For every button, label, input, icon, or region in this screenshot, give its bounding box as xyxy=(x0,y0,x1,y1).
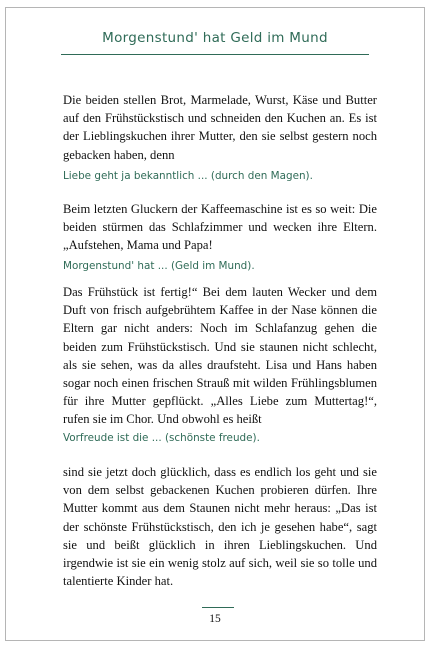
paragraph-3: Das Frühstück ist fertig!“ Bei dem lauten Wecker und dem Duft von frisch aufgebrühtem Kaffee in der Nase können die Eltern gar nicht anders: Noch im Schlafanzug gehen die beiden zum Frühstückstisch. Und sie staunen nicht schlecht, als sie sehen, was da alles draufsteht. Lisa und Hans haben sogar noch einen frischen Strauß mit wilden Frühlingsblumen für ihre Mutter gepflückt. „Alles Liebe zum Muttertag!“, rufen sie im Chor. Und obwohl es heißt xyxy=(63,285,377,427)
saying-1: Liebe geht ja bekanntlich ... (durch den Magen). xyxy=(63,170,313,182)
paragraph-2: Beim letzten Gluckern der Kaffeemaschine ist es so weit: Die beiden stürmen das Schlafzimmer und wecken ihre Eltern. „Aufstehen, Mama und Papa! xyxy=(63,202,377,253)
page-title: Morgenstund' hat Geld im Mund xyxy=(102,30,328,46)
paragraph-1: Die beiden stellen Brot, Marmelade, Wurst, Käse und Butter auf den Frühstückstisch und schneiden den Kuchen an. Es ist der Lieblingskuchen ihrer Mutter, den sie selbst gestern noch gebacken haben, denn xyxy=(63,93,377,162)
footer-divider xyxy=(202,607,234,608)
running-header xyxy=(61,28,369,55)
book-page xyxy=(5,7,425,641)
paragraph-4: sind sie jetzt doch glücklich, dass es endlich los geht und sie von dem selbst gebackenen Kuchen probieren dürfen. Ihre Mutter kommt aus dem Staunen nicht mehr heraus: „Das ist der schönste Frühstückstisch, den ich je gesehen habe“, sagt sie und beißt glücklich in ihren Lieblingskuchen. Und irgendwie ist sie ein wenig stolz auf sich, weil sie so tolle und talentierte Kinder hat. xyxy=(63,465,377,589)
saying-2: Morgenstund' hat ... (Geld im Mund). xyxy=(63,260,255,272)
page-number: 15 xyxy=(209,613,221,625)
saying-3: Vorfreude ist die ... (schönste freude). xyxy=(63,432,260,444)
